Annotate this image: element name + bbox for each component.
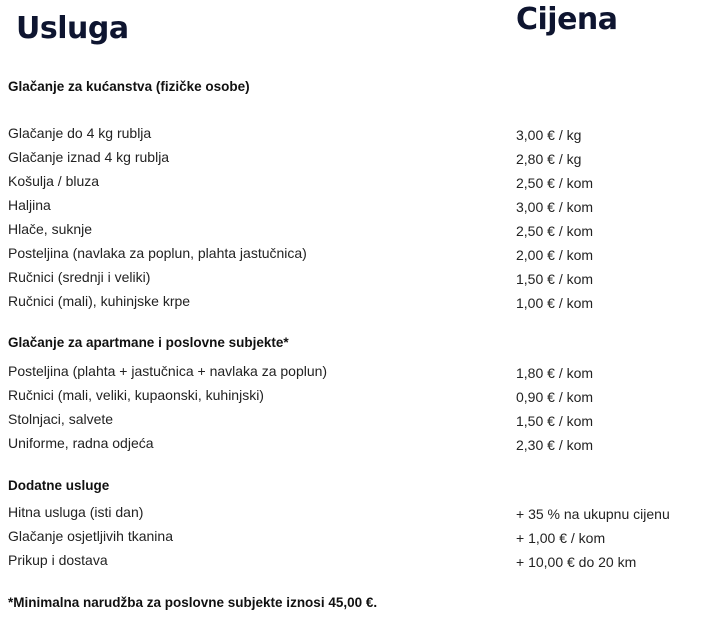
section-household-ironing: [8, 77, 698, 313]
service-name: Uniforme, radna odjeća: [8, 435, 154, 451]
price-row: [8, 217, 698, 241]
service-price: 2,50 € / kom: [516, 175, 594, 191]
price-row: [8, 383, 698, 407]
price-row: [8, 500, 698, 524]
service-name: Glačanje do 4 kg rublja: [8, 125, 152, 141]
service-name: Posteljina (navlaka za poplun, plahta jastučnica): [8, 245, 307, 261]
service-price: 1,50 € / kom: [516, 413, 594, 429]
price-row: [8, 265, 698, 289]
section-additional-services: [8, 476, 698, 572]
service-price: 2,50 € / kom: [516, 223, 594, 239]
price-row: [8, 121, 698, 145]
service-name: Glačanje iznad 4 kg rublja: [8, 149, 170, 165]
section-title: Dodatne usluge: [8, 478, 110, 493]
service-name: Posteljina (plahta + jastučnica + navlaka za poplun): [8, 363, 328, 379]
service-price: 1,50 € / kom: [516, 271, 594, 287]
service-price: 3,00 € / kom: [516, 199, 594, 215]
price-column-heading: Cijena: [516, 2, 618, 37]
service-price: + 1,00 € / kom: [516, 530, 606, 546]
service-name: Glačanje osjetljivih tkanina: [8, 528, 173, 544]
service-price: 2,00 € / kom: [516, 247, 594, 263]
service-price: 2,30 € / kom: [516, 437, 594, 453]
price-row: [8, 289, 698, 313]
service-column-heading: Usluga: [16, 11, 129, 46]
service-name: Ručnici (mali), kuhinjske krpe: [8, 293, 191, 309]
service-price: 3,00 € / kg: [516, 127, 582, 143]
service-price: 0,90 € / kom: [516, 389, 594, 405]
service-name: Stolnjaci, salvete: [8, 411, 114, 427]
price-row: [8, 359, 698, 383]
section-title: Glačanje za apartmane i poslovne subjekte*: [8, 335, 289, 350]
price-row: [8, 407, 698, 431]
price-row: [8, 241, 698, 265]
service-name: Hitna usluga (isti dan): [8, 504, 144, 520]
price-row: [8, 193, 698, 217]
price-row: [8, 548, 698, 572]
section-business-ironing: [8, 333, 698, 455]
price-row: [8, 169, 698, 193]
service-price: 2,80 € / kg: [516, 151, 582, 167]
service-price: 1,00 € / kom: [516, 295, 594, 311]
minimum-order-footnote: *Minimalna narudžba za poslovne subjekte iznosi 45,00 €.: [8, 595, 378, 610]
section-title: Glačanje za kućanstva (fizičke osobe): [8, 79, 250, 94]
service-name: Prikup i dostava: [8, 552, 108, 568]
service-price: + 10,00 € do 20 km: [516, 554, 637, 570]
service-name: Hlače, suknje: [8, 221, 93, 237]
price-row: [8, 431, 698, 455]
service-name: Ručnici (mali, veliki, kupaonski, kuhinjski): [8, 387, 264, 403]
price-row: [8, 524, 698, 548]
service-name: Košulja / bluza: [8, 173, 100, 189]
service-name: Ručnici (srednji i veliki): [8, 269, 151, 285]
service-name: Haljina: [8, 197, 51, 213]
service-price: + 35 % na ukupnu cijenu: [516, 506, 670, 522]
price-row: [8, 145, 698, 169]
service-price: 1,80 € / kom: [516, 365, 594, 381]
